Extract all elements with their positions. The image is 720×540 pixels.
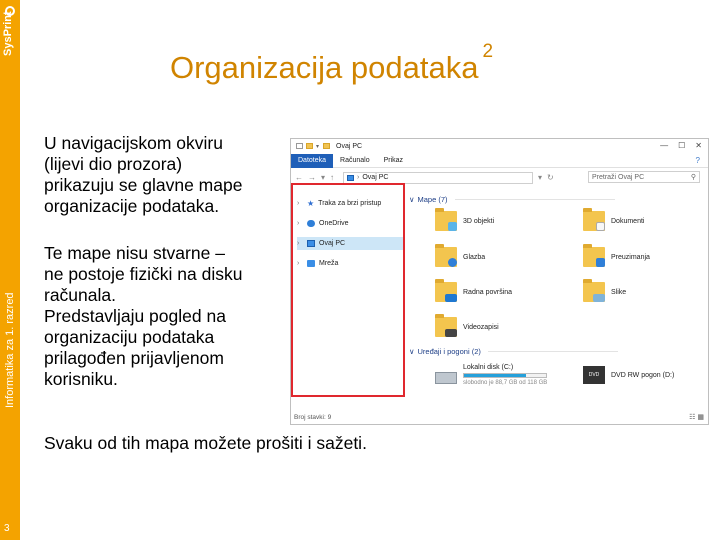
desktop-icon (435, 282, 457, 302)
tab-computer[interactable]: Računalo (340, 156, 370, 164)
nav-item-label: OneDrive (319, 220, 349, 227)
page-number: 3 (4, 523, 10, 534)
drive-usage-bar (463, 373, 547, 378)
computer-icon (347, 175, 354, 181)
folder-icon (306, 143, 313, 149)
search-icon: ⚲ (690, 174, 696, 181)
folder-label: Preuzimanja (611, 253, 650, 261)
folder-tile-videos[interactable] (435, 313, 575, 341)
nav-item-label: Mreža (319, 260, 339, 267)
back-icon[interactable]: ← (295, 173, 303, 182)
paragraph-navigation: U navigacijskom okviru (lijevi dio prozora) prikazuju se glavne mape organizacije podataka. (44, 133, 243, 216)
window-folder-icon (323, 143, 330, 149)
tab-view[interactable]: Prikaz (383, 156, 404, 164)
expand-chevron-icon[interactable]: › (297, 260, 300, 267)
folder-label: Radna površina (463, 288, 513, 296)
maximize-icon[interactable]: ☐ (678, 141, 686, 150)
collapse-chevron-icon[interactable]: ∨ (409, 347, 415, 356)
address-chevron-icon: › (357, 174, 360, 181)
drive-label: DVD RW pogon (D:) (611, 371, 675, 379)
up-icon[interactable]: ↑ (330, 173, 335, 182)
folder-tile-3d-objects[interactable] (435, 207, 575, 235)
address-path: Ovaj PC (362, 174, 389, 181)
logo (2, 4, 18, 60)
help-icon[interactable]: ? (695, 156, 700, 165)
title-number: 2 (482, 40, 494, 62)
folder-label: Glazba (463, 253, 486, 261)
explorer-titlebar (291, 139, 708, 153)
close-icon[interactable]: ✕ (695, 141, 702, 150)
folder-label: Dokumenti (611, 217, 645, 225)
folder-label: Videozapisi (463, 323, 499, 331)
devices-header-label: Uređaji i pogoni (2) (417, 347, 481, 356)
status-bar-text: Broj stavki: 9 (294, 414, 332, 421)
nav-item-label: Traka za brzi pristup (318, 200, 382, 207)
folder-tile-music[interactable] (435, 243, 575, 271)
folder-label: Slike (611, 288, 627, 296)
devices-section-header[interactable] (409, 347, 618, 356)
nav-item-label: Ovaj PC (319, 240, 346, 247)
paragraph-expand: Svaku od tih mapa možete prošiti i sažeti. (44, 433, 367, 453)
address-bar[interactable] (343, 172, 533, 184)
paragraph-virtual-folders: Te mape nisu stvarne – ne postoje fizički na disku računala. Predstavljaju pogled na organizaciju podataka prilagođen prijavljenom korisniku. (44, 243, 243, 389)
expand-chevron-icon[interactable]: › (297, 220, 300, 227)
folders-section-header[interactable] (409, 195, 615, 204)
page-title (170, 40, 494, 86)
downloads-icon (583, 247, 605, 267)
expand-chevron-icon[interactable]: › (297, 240, 300, 247)
explorer-screenshot (290, 138, 709, 425)
drive-free-space: slobodno je 88,7 GB od 118 GB (463, 380, 548, 386)
divider (455, 199, 615, 200)
divider (488, 351, 618, 352)
drive-usage-fill (464, 374, 526, 377)
folder-tile-pictures[interactable] (583, 278, 709, 306)
content-pane (407, 187, 707, 409)
recent-dropdown-icon[interactable]: ▾ (321, 173, 326, 182)
music-icon (435, 247, 457, 267)
star-icon: ★ (307, 199, 315, 208)
title-text: Organizacija podataka (170, 50, 479, 85)
folders-header-label: Mape (7) (417, 195, 448, 204)
navigation-highlight-frame (291, 183, 405, 397)
refresh-icon[interactable]: ↻ (547, 173, 554, 182)
folder-tile-desktop[interactable] (435, 278, 575, 306)
dvd-drive-icon: DVD (583, 366, 605, 384)
expand-chevron-icon[interactable]: › (297, 200, 300, 207)
folder-3d-icon (435, 211, 457, 231)
drive-label: Lokalni disk (C:) (463, 364, 514, 371)
tab-file[interactable]: Datoteka (291, 154, 333, 168)
ribbon (291, 154, 708, 168)
window-title: Ovaj PC (336, 142, 363, 150)
videos-icon (435, 317, 457, 337)
folder-tile-documents[interactable] (583, 207, 709, 235)
search-input[interactable] (588, 171, 700, 183)
drive-tile-d[interactable] (583, 361, 703, 389)
forward-icon[interactable]: → (308, 173, 316, 182)
logo-text: SysPrint (2, 11, 14, 56)
search-placeholder: Pretraži Ovaj PC (592, 173, 645, 181)
side-label: Informatika za 1. razred (4, 292, 16, 408)
quick-access-toolbar-icon[interactable] (296, 143, 303, 149)
pictures-icon (583, 282, 605, 302)
minimize-icon[interactable]: — (660, 141, 669, 150)
view-toggle-icons[interactable]: ☷ ▦ (689, 414, 704, 421)
hard-drive-icon (435, 372, 457, 384)
collapse-chevron-icon[interactable]: ∨ (409, 195, 415, 204)
dropdown-icon[interactable]: ▾ (316, 143, 320, 150)
address-dropdown-icon[interactable]: ▾ (538, 173, 543, 182)
drive-tile-c[interactable] (435, 361, 585, 389)
folder-tile-downloads[interactable] (583, 243, 709, 271)
folder-label: 3D objekti (463, 217, 495, 225)
documents-icon (583, 211, 605, 231)
